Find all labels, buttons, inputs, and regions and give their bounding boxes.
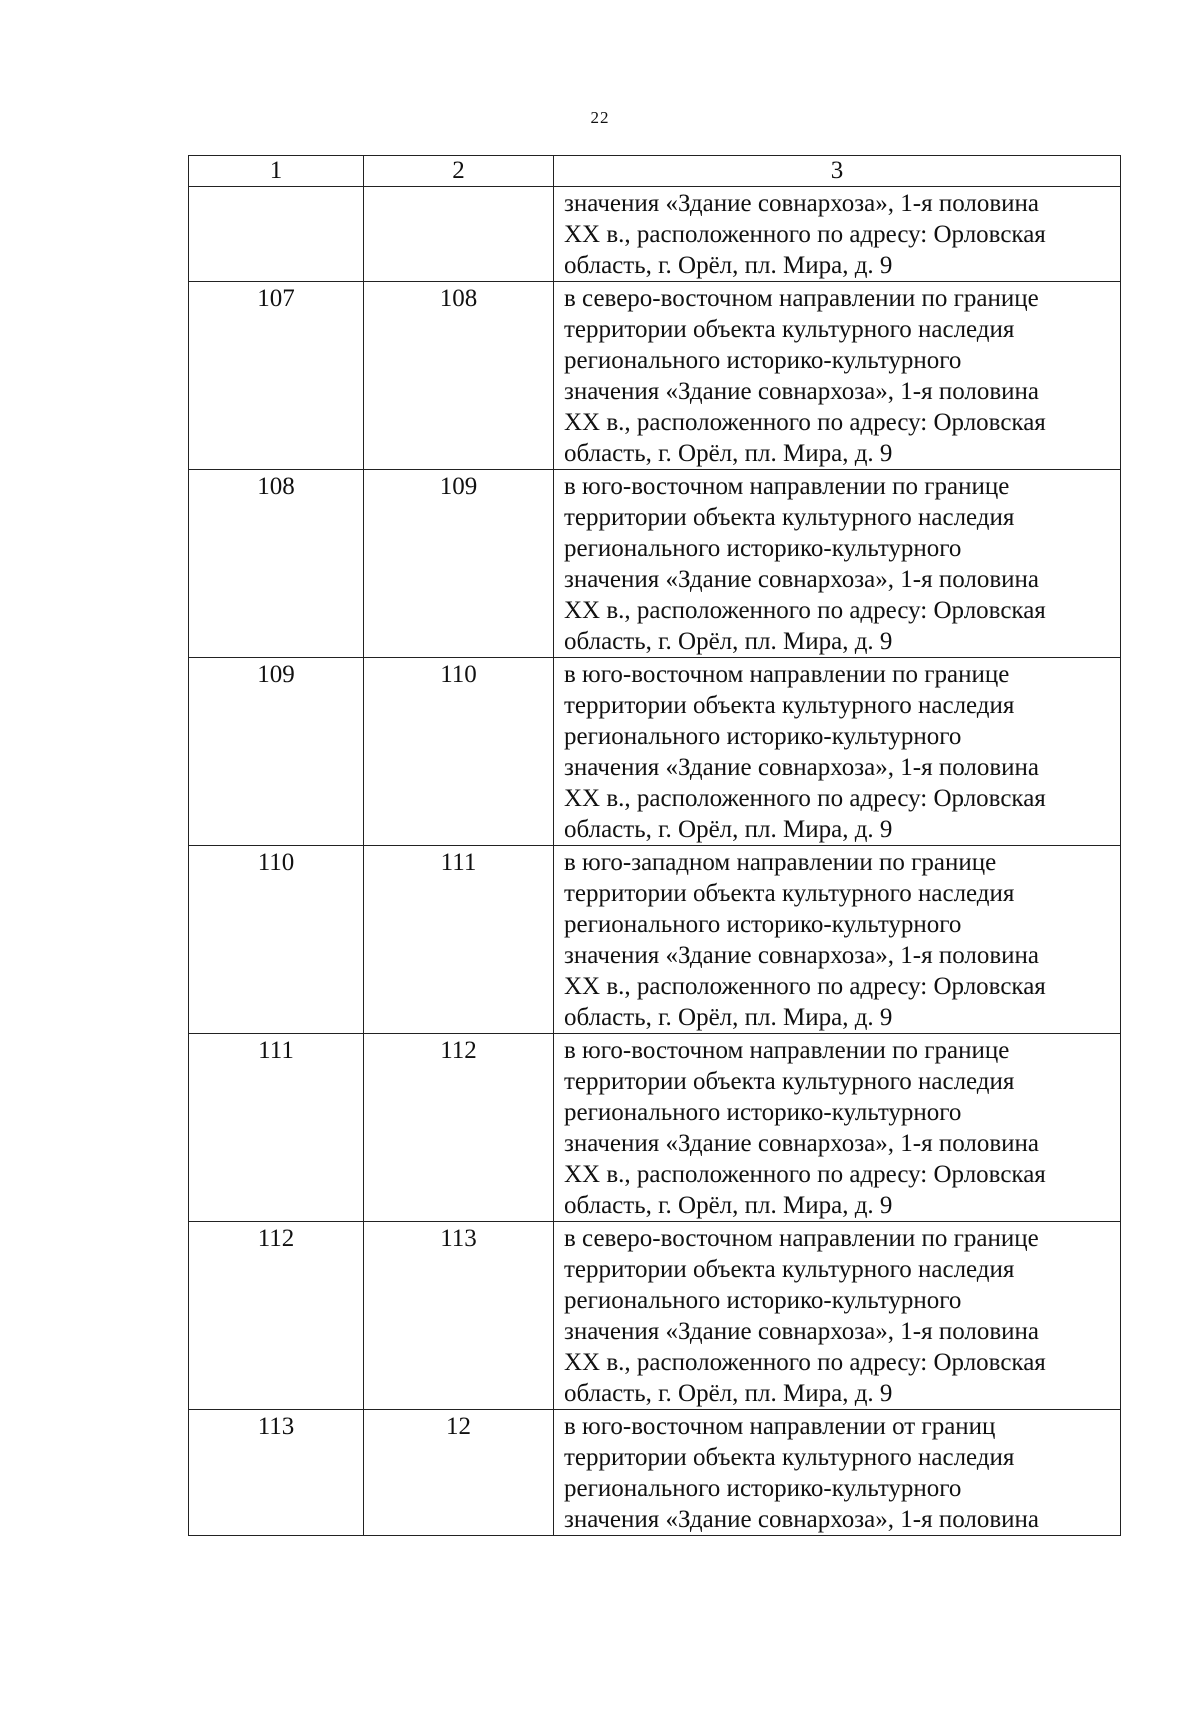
- boundary-table-container: [188, 155, 1120, 1536]
- table-row: [189, 1410, 1121, 1536]
- cell-from-point: 107: [189, 282, 364, 470]
- description-text: в северо-восточном направлении по границе территории объекта культурного наследия регионального историко-культурного значения «Здание совнархоза», 1-я половина XX в., расположенного по адресу: Орловская область, г. Орёл, пл. Мира, д. 9: [564, 1225, 1046, 1407]
- cell-description: [554, 658, 1121, 846]
- cell-to-point: 112: [364, 1034, 554, 1222]
- description-text: в юго-западном направлении по границе территории объекта культурного наследия регионального историко-культурного значения «Здание совнархоза», 1-я половина XX в., расположенного по адресу: Орловская область, г. Орёл, пл. Мира, д. 9: [564, 849, 1046, 1031]
- cell-to-point: 12: [364, 1410, 554, 1536]
- table-header-row: [189, 156, 1121, 187]
- cell-to-point: 108: [364, 282, 554, 470]
- cell-to-point: 113: [364, 1222, 554, 1410]
- cell-to-point: [364, 187, 554, 282]
- description-text: в северо-восточном направлении по границе территории объекта культурного наследия регионального историко-культурного значения «Здание совнархоза», 1-я половина XX в., расположенного по адресу: Орловская область, г. Орёл, пл. Мира, д. 9: [564, 285, 1046, 467]
- description-text: в юго-восточном направлении по границе территории объекта культурного наследия регионального историко-культурного значения «Здание совнархоза», 1-я половина XX в., расположенного по адресу: Орловская область, г. Орёл, пл. Мира, д. 9: [564, 1037, 1046, 1219]
- header-col-3: 3: [554, 156, 1121, 187]
- cell-from-point: 109: [189, 658, 364, 846]
- cell-description: [554, 1034, 1121, 1222]
- cell-from-point: 108: [189, 470, 364, 658]
- description-text: в юго-восточном направлении от границ территории объекта культурного наследия регионального историко-культурного значения «Здание совнархоза», 1-я половина: [564, 1413, 1039, 1533]
- cell-description: [554, 282, 1121, 470]
- description-text: в юго-восточном направлении по границе территории объекта культурного наследия регионального историко-культурного значения «Здание совнархоза», 1-я половина XX в., расположенного по адресу: Орловская область, г. Орёл, пл. Мира, д. 9: [564, 473, 1046, 655]
- table-row: [189, 1222, 1121, 1410]
- cell-description: [554, 470, 1121, 658]
- cell-from-point: 112: [189, 1222, 364, 1410]
- page-number: 22: [590, 108, 610, 127]
- cell-description: [554, 846, 1121, 1034]
- table-row: [189, 658, 1121, 846]
- cell-to-point: 110: [364, 658, 554, 846]
- cell-from-point: 111: [189, 1034, 364, 1222]
- cell-description: [554, 187, 1121, 282]
- description-text: в юго-восточном направлении по границе территории объекта культурного наследия регионального историко-культурного значения «Здание совнархоза», 1-я половина XX в., расположенного по адресу: Орловская область, г. Орёл, пл. Мира, д. 9: [564, 661, 1046, 843]
- table-row: [189, 470, 1121, 658]
- cell-from-point: [189, 187, 364, 282]
- cell-from-point: 113: [189, 1410, 364, 1536]
- cell-to-point: 109: [364, 470, 554, 658]
- table-row: [189, 282, 1121, 470]
- boundary-points-table: [188, 155, 1121, 1536]
- table-row: [189, 846, 1121, 1034]
- table-header: [189, 156, 1121, 187]
- cell-from-point: 110: [189, 846, 364, 1034]
- header-col-1: 1: [189, 156, 364, 187]
- table-row: [189, 187, 1121, 282]
- cell-to-point: 111: [364, 846, 554, 1034]
- cell-description: [554, 1222, 1121, 1410]
- header-col-2: 2: [364, 156, 554, 187]
- cell-description: [554, 1410, 1121, 1536]
- table-row: [189, 1034, 1121, 1222]
- table-body: [189, 187, 1121, 1536]
- description-text: значения «Здание совнархоза», 1-я половина XX в., расположенного по адресу: Орловская область, г. Орёл, пл. Мира, д. 9: [564, 190, 1046, 279]
